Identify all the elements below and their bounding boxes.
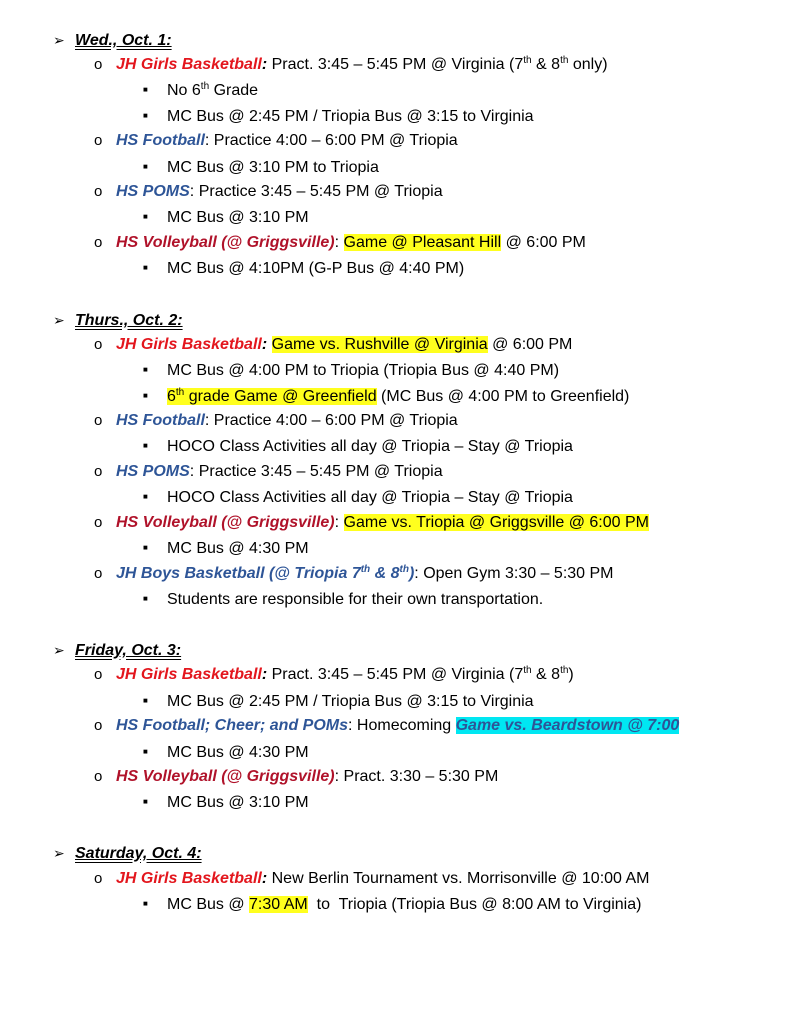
team-name: ) (408, 565, 415, 582)
square-bullet-icon: ■ (143, 212, 148, 221)
circle-bullet-icon: o (94, 132, 103, 149)
event-jh-girls-basketball (94, 869, 650, 889)
highlighted-time: 7:30 AM (249, 896, 308, 913)
circle-bullet-icon: o (94, 412, 103, 429)
team-name: JH Girls Basketball (116, 336, 262, 353)
detail-item (143, 742, 309, 762)
square-bullet-icon: ■ (143, 162, 148, 171)
circle-bullet-icon: o (94, 183, 103, 200)
event-hs-poms (94, 462, 443, 482)
circle-bullet-icon: o (94, 336, 103, 353)
circle-bullet-icon: o (94, 234, 103, 251)
detail-item (143, 360, 559, 380)
colon: : (334, 234, 344, 251)
event-details: : Practice 4:00 – 6:00 PM @ Triopia (204, 132, 458, 149)
detail-text: MC Bus @ 4:10PM (G-P Bus @ 4:40 PM) (167, 260, 465, 277)
highlighted-game: Game vs. Rushville @ Virginia (271, 336, 488, 353)
square-bullet-icon: ■ (143, 797, 148, 806)
team-name: JH Girls Basketball (116, 666, 262, 683)
detail-text: 6 (167, 388, 176, 405)
square-bullet-icon: ■ (143, 111, 148, 120)
event-details: : Open Gym 3:30 – 5:30 PM (414, 565, 614, 582)
square-bullet-icon: ■ (143, 696, 148, 705)
event-details: : Homecoming (348, 717, 456, 734)
detail-item (143, 157, 379, 177)
square-bullet-icon: ■ (143, 365, 148, 374)
event-jh-boys-basketball (94, 564, 614, 584)
square-bullet-icon: ■ (143, 899, 148, 908)
detail-item (143, 436, 573, 456)
square-bullet-icon: ■ (143, 492, 148, 501)
team-name: JH Girls Basketball (116, 56, 262, 73)
team-name: HS Football; Cheer; and POMs (116, 717, 349, 734)
square-bullet-icon: ■ (143, 391, 148, 400)
detail-text: MC Bus @ 3:10 PM to Triopia (167, 159, 379, 176)
day-title: Wed., Oct. 1: (75, 32, 172, 49)
event-jh-girls-basketball (94, 665, 574, 685)
day-heading-fri (53, 640, 181, 660)
detail-item (143, 792, 309, 812)
detail-item (143, 106, 534, 126)
square-bullet-icon: ■ (143, 594, 148, 603)
arrow-bullet-icon: ➢ (53, 312, 65, 328)
team-name: HS Volleyball (@ Griggsville) (116, 234, 335, 251)
square-bullet-icon: ■ (143, 263, 148, 272)
detail-text: MC Bus @ 4:30 PM (167, 540, 309, 557)
event-hs-football (94, 411, 458, 431)
event-details: & 8 (531, 666, 561, 683)
highlighted-game: Game @ Pleasant Hill (343, 234, 502, 251)
team-name: HS POMS (116, 463, 190, 480)
detail-text: MC Bus @ 3:10 PM (167, 209, 309, 226)
arrow-bullet-icon: ➢ (53, 845, 65, 861)
event-details: Pract. 3:45 – 5:45 PM @ Virginia (7 (267, 666, 524, 683)
event-details: ) (568, 666, 574, 683)
arrow-bullet-icon: ➢ (53, 642, 65, 658)
event-details: only) (568, 56, 608, 73)
detail-text: HOCO Class Activities all day @ Triopia – Stay @ Triopia (167, 489, 573, 506)
ordinal-suffix: th (523, 55, 532, 66)
event-hs-football (94, 131, 458, 151)
team-name: JH Boys Basketball (@ Triopia 7 (116, 565, 361, 582)
colon: : (334, 514, 344, 531)
detail-item (143, 487, 573, 507)
detail-text: MC Bus @ 4:30 PM (167, 744, 309, 761)
detail-text: MC Bus @ (167, 896, 250, 913)
ordinal-suffix: th (360, 564, 371, 575)
ordinal-suffix: th (399, 564, 409, 575)
circle-bullet-icon: o (94, 768, 103, 785)
circle-bullet-icon: o (94, 565, 103, 582)
ordinal-suffix: th (200, 81, 210, 92)
team-name: JH Girls Basketball (116, 870, 262, 887)
event-details: Pract. 3:45 – 5:45 PM @ Virginia (7 (267, 56, 524, 73)
ordinal-suffix: th (560, 665, 569, 676)
event-details: & 8 (531, 56, 561, 73)
team-name: HS Volleyball (@ Griggsville) (116, 768, 335, 785)
square-bullet-icon: ■ (143, 85, 148, 94)
event-jh-girls-basketball (94, 335, 572, 355)
detail-item (143, 894, 641, 914)
colon: : (261, 336, 272, 353)
detail-text: MC Bus @ 2:45 PM / Triopia Bus @ 3:15 to Virginia (167, 693, 534, 710)
event-hs-poms (94, 182, 443, 202)
event-details: : Practice 4:00 – 6:00 PM @ Triopia (204, 412, 458, 429)
detail-item (143, 80, 258, 100)
circle-bullet-icon: o (94, 870, 103, 887)
circle-bullet-icon: o (94, 514, 103, 531)
detail-item (143, 258, 464, 278)
colon: : (261, 666, 268, 683)
detail-item (143, 691, 534, 711)
day-title: Friday, Oct. 3: (75, 642, 182, 659)
event-details: New Berlin Tournament vs. Morrisonville @ 10:00 AM (267, 870, 650, 887)
detail-item (143, 538, 309, 558)
team-name: & 8 (370, 565, 400, 582)
team-name: HS POMS (116, 183, 190, 200)
circle-bullet-icon: o (94, 56, 103, 73)
ordinal-suffix: th (523, 665, 532, 676)
colon: : (261, 56, 268, 73)
day-title: Saturday, Oct. 4: (75, 845, 202, 862)
detail-text: MC Bus @ 2:45 PM / Triopia Bus @ 3:15 to Virginia (167, 108, 534, 125)
ordinal-suffix: th (175, 387, 185, 398)
highlighted-game: Game vs. Triopia @ Griggsville @ 6:00 PM (343, 514, 649, 531)
detail-text: Students are responsible for their own transportation. (167, 591, 544, 608)
event-jh-girls-basketball (94, 55, 608, 75)
arrow-bullet-icon: ➢ (53, 32, 65, 48)
colon: : (261, 870, 268, 887)
team-name: HS Football (116, 412, 205, 429)
day-heading-sat (53, 843, 202, 863)
event-details: : Practice 3:45 – 5:45 PM @ Triopia (189, 463, 443, 480)
event-hs-football-cheer-poms (94, 716, 679, 736)
highlighted-game: Game vs. Beardstown @ 7:00 (455, 717, 680, 734)
day-title: Thurs., Oct. 2: (75, 312, 183, 329)
event-details: @ 6:00 PM (487, 336, 573, 353)
team-name: HS Volleyball (@ Griggsville) (116, 514, 335, 531)
team-name: HS Football (116, 132, 205, 149)
detail-text: grade Game @ Greenfield (184, 388, 377, 405)
square-bullet-icon: ■ (143, 543, 148, 552)
highlighted-game (167, 388, 377, 405)
detail-item (143, 207, 309, 227)
circle-bullet-icon: o (94, 717, 103, 734)
day-heading-wed (53, 30, 172, 50)
detail-item (143, 386, 629, 406)
day-heading-thu (53, 310, 183, 330)
event-details: @ 6:00 PM (501, 234, 586, 251)
detail-text: (MC Bus @ 4:00 PM to Greenfield) (376, 388, 630, 405)
square-bullet-icon: ■ (143, 441, 148, 450)
event-hs-volleyball (94, 513, 649, 533)
event-hs-volleyball (94, 767, 498, 787)
detail-text: HOCO Class Activities all day @ Triopia – Stay @ Triopia (167, 438, 573, 455)
square-bullet-icon: ■ (143, 747, 148, 756)
detail-text: MC Bus @ 3:10 PM (167, 794, 309, 811)
event-details: : Practice 3:45 – 5:45 PM @ Triopia (189, 183, 443, 200)
detail-text: Grade (209, 82, 259, 99)
circle-bullet-icon: o (94, 463, 103, 480)
circle-bullet-icon: o (94, 666, 103, 683)
ordinal-suffix: th (560, 55, 569, 66)
detail-text: No 6 (167, 82, 201, 99)
event-details: : Pract. 3:30 – 5:30 PM (334, 768, 499, 785)
detail-text: to Triopia (Triopia Bus @ 8:00 AM to Virginia) (307, 896, 642, 913)
detail-text: MC Bus @ 4:00 PM to Triopia (Triopia Bus @ 4:40 PM) (167, 362, 560, 379)
event-hs-volleyball (94, 233, 586, 253)
detail-item (143, 589, 543, 609)
